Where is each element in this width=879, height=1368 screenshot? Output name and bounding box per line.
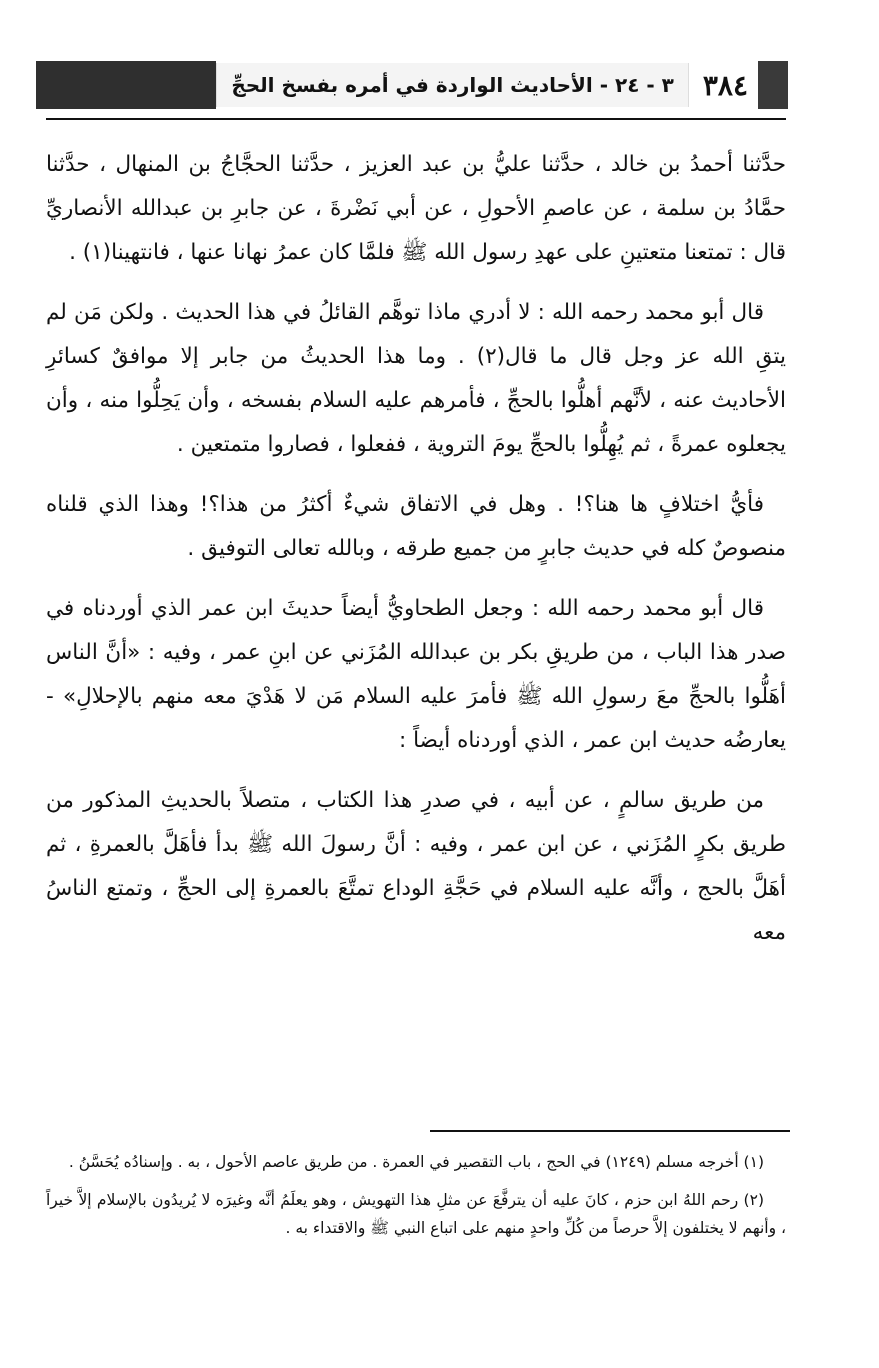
running-title: ٣ - ٢٤ - الأحاديث الواردة في أمره بفسخ الحجِّ <box>231 73 674 97</box>
footnote-2: (٢) رحم اللهُ ابن حزم ، كانَ عليه أن يترفَّعَ عن مثلِ هذا التهويش ، وهو يعلَمُ أنَّه وغيرَه لا يُريدُون بالإسلام إلاَّ خيراً ، وأنهم لا يختلفون إلاَّ حرصاً من كُلِّ واحدٍ منهم على اتباع النبي ﷺ والاقتداء به . <box>46 1191 786 1237</box>
footnotes <box>46 1148 786 1252</box>
header-rule <box>46 118 786 120</box>
header-title-box <box>216 63 689 107</box>
main-text <box>46 143 786 971</box>
paragraph-commentary-1: قال أبو محمد رحمه الله : لا أدري ماذا توهَّم القائلُ في هذا الحديث . ولكن مَن لم يتقِ الله عز وجل قال ما قال(٢) . وما هذا الحديثُ من جابر إلا موافقٌ كسائرِ الأحاديث عنه ، لأنَّهم أهلُّوا بالحجِّ ، فأمرهم عليه السلام بفسخه ، وأن يَحِلُّوا منه ، وأن يجعلوه عمرةً ، ثم يُهِلُّوا بالحجِّ يومَ التروية ، ففعلوا ، فصاروا متمتعين . <box>46 300 786 457</box>
paragraph-commentary-3: قال أبو محمد رحمه الله : وجعل الطحاويُّ أيضاً حديثَ ابن عمر الذي أوردناه في صدر هذا الباب ، من طريقِ بكر بن عبدالله المُزَني عن ابنِ عمر ، وفيه : «أنَّ الناس أهَلُّوا بالحجِّ معَ رسولِ الله ﷺ فأمرَ عليه السلام مَن لا هَدْيَ معه منهم بالإحلالِ» - يعارضُه حديث ابن عمر ، الذي أوردناه أيضاً : <box>46 596 786 753</box>
paragraph-commentary-2: فأيُّ اختلافٍ ها هنا؟! . وهل في الاتفاق شيءٌ أكثرُ من هذا؟! وهذا الذي قلناه منصوصٌ كله في حديث جابرٍ من جميع طرقه ، وبالله تعالى التوفيق . <box>46 492 786 561</box>
paragraph-isnad: حدَّثنا أحمدُ بن خالد ، حدَّثنا عليُّ بن عبد العزيز ، حدَّثنا الحجَّاجُ بن المنهال ، حدَّثنا حمَّادُ بن سلمة ، عن عاصمِ الأحولِ ، عن أبي نَضْرةَ ، عن جابرِ بن عبدالله الأنصاريِّ قال : تمتعنا متعتينِ على عهدِ رسول الله ﷺ فلمَّا كان عمرُ نهانا عنها ، فانتهينا(١) . <box>46 152 786 265</box>
header-dark-block-right <box>758 61 788 109</box>
footnote-1: (١) أخرجه مسلم (١٢٤٩) في الحج ، باب التقصير في العمرة . من طريق عاصم الأحول ، به . وإسنادُه يُحَسَّنُ . <box>68 1153 764 1171</box>
paragraph-commentary-4: من طريق سالمٍ ، عن أبيه ، في صدرِ هذا الكتاب ، متصلاً بالحديثِ المذكور من طريق بكرٍ المُزَني ، عن ابن عمر ، وفيه : أنَّ رسولَ الله ﷺ بدأ فأهَلَّ بالعمرةِ ، ثم أهَلَّ بالحج ، وأنَّه عليه السلام في حَجَّةِ الوداع تمتَّعَ بالعمرةِ إلى الحجِّ ، وتمتع الناسُ معه <box>46 788 786 945</box>
page-number: ٣٨٤ <box>702 68 748 102</box>
header-dark-block-left <box>36 61 216 109</box>
footnote-rule <box>430 1130 790 1132</box>
page-header <box>36 56 788 114</box>
